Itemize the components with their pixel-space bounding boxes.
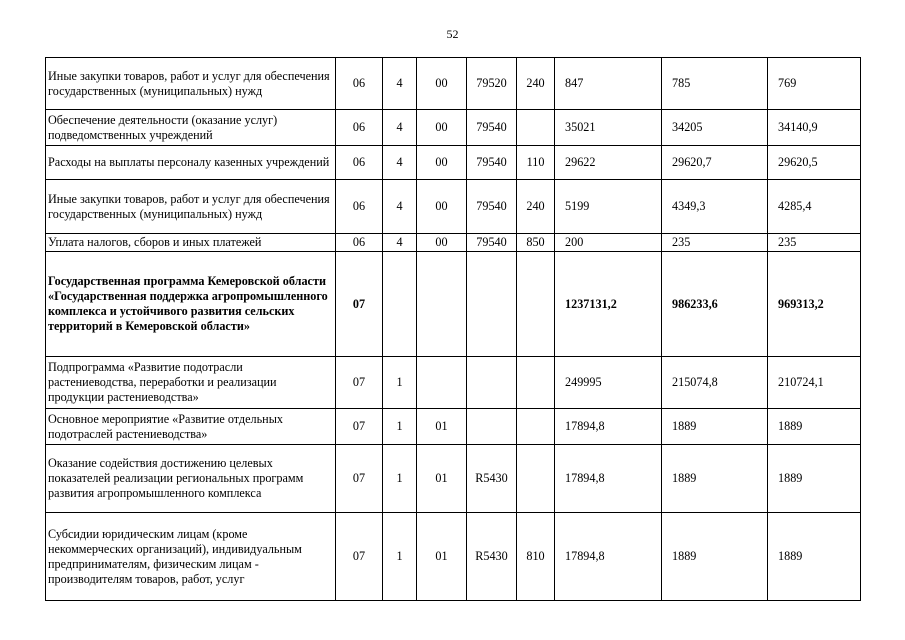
table-row bbox=[46, 146, 861, 180]
cell-value-1: 847 bbox=[555, 58, 662, 110]
cell-direction: R5430 bbox=[467, 445, 517, 513]
cell-value-3: 1889 bbox=[768, 513, 861, 601]
cell-direction: 79540 bbox=[467, 110, 517, 146]
cell-value-1: 17894,8 bbox=[555, 409, 662, 445]
cell-section: 06 bbox=[336, 146, 383, 180]
row-name: Обеспечение деятельности (оказание услуг) подведомственных учреждений bbox=[46, 110, 336, 146]
cell-section: 06 bbox=[336, 234, 383, 252]
cell-activity: 01 bbox=[417, 445, 467, 513]
table-row bbox=[46, 409, 861, 445]
cell-section: 07 bbox=[336, 409, 383, 445]
page-number: 52 bbox=[446, 27, 459, 41]
cell-subprogram: 1 bbox=[383, 445, 417, 513]
cell-value-1: 1237131,2 bbox=[555, 252, 662, 357]
cell-section: 07 bbox=[336, 513, 383, 601]
cell-value-1: 35021 bbox=[555, 110, 662, 146]
cell-expense-type: 240 bbox=[517, 180, 555, 234]
cell-direction bbox=[467, 357, 517, 409]
cell-expense-type: 850 bbox=[517, 234, 555, 252]
cell-value-2: 986233,6 bbox=[662, 252, 768, 357]
cell-subprogram: 4 bbox=[383, 146, 417, 180]
cell-section: 06 bbox=[336, 180, 383, 234]
cell-activity: 00 bbox=[417, 110, 467, 146]
table-row bbox=[46, 234, 861, 252]
cell-value-3: 235 bbox=[768, 234, 861, 252]
cell-subprogram: 1 bbox=[383, 513, 417, 601]
row-name: Иные закупки товаров, работ и услуг для обеспечения государственных (муниципальных) нужд bbox=[46, 58, 336, 110]
cell-value-3: 969313,2 bbox=[768, 252, 861, 357]
cell-value-1: 29622 bbox=[555, 146, 662, 180]
cell-section: 06 bbox=[336, 110, 383, 146]
cell-direction: R5430 bbox=[467, 513, 517, 601]
cell-section: 07 bbox=[336, 445, 383, 513]
cell-expense-type bbox=[517, 252, 555, 357]
cell-activity: 01 bbox=[417, 409, 467, 445]
cell-expense-type bbox=[517, 110, 555, 146]
cell-value-2: 1889 bbox=[662, 445, 768, 513]
row-name: Государственная программа Кемеровской области «Государственная поддержка агропромышленного комплекса и устойчивого развития сельских территорий в Кемеровской области» bbox=[46, 252, 336, 357]
cell-direction: 79540 bbox=[467, 234, 517, 252]
row-name: Субсидии юридическим лицам (кроме некоммерческих организаций), индивидуальным предпринимателям, физическим лицам - производителям товаров, работ, услуг bbox=[46, 513, 336, 601]
cell-direction bbox=[467, 252, 517, 357]
cell-direction: 79540 bbox=[467, 180, 517, 234]
cell-subprogram: 1 bbox=[383, 409, 417, 445]
cell-activity: 00 bbox=[417, 234, 467, 252]
cell-direction: 79540 bbox=[467, 146, 517, 180]
row-name: Оказание содействия достижению целевых показателей реализации региональных программ развития агропромышленного комплекса bbox=[46, 445, 336, 513]
budget-table bbox=[45, 57, 861, 601]
cell-subprogram: 4 bbox=[383, 234, 417, 252]
cell-expense-type bbox=[517, 445, 555, 513]
table-row bbox=[46, 58, 861, 110]
row-name: Расходы на выплаты персоналу казенных учреждений bbox=[46, 146, 336, 180]
table-row bbox=[46, 110, 861, 146]
cell-value-2: 29620,7 bbox=[662, 146, 768, 180]
cell-value-1: 17894,8 bbox=[555, 513, 662, 601]
cell-expense-type: 110 bbox=[517, 146, 555, 180]
table-row bbox=[46, 357, 861, 409]
cell-activity: 00 bbox=[417, 180, 467, 234]
cell-activity: 01 bbox=[417, 513, 467, 601]
cell-value-1: 5199 bbox=[555, 180, 662, 234]
row-name: Иные закупки товаров, работ и услуг для обеспечения государственных (муниципальных) нужд bbox=[46, 180, 336, 234]
cell-section: 06 bbox=[336, 58, 383, 110]
cell-value-2: 34205 bbox=[662, 110, 768, 146]
cell-activity: 00 bbox=[417, 58, 467, 110]
row-name: Основное мероприятие «Развитие отдельных подотраслей растениеводства» bbox=[46, 409, 336, 445]
cell-value-1: 200 bbox=[555, 234, 662, 252]
cell-direction: 79520 bbox=[467, 58, 517, 110]
cell-subprogram: 4 bbox=[383, 180, 417, 234]
cell-direction bbox=[467, 409, 517, 445]
cell-activity bbox=[417, 252, 467, 357]
row-name: Уплата налогов, сборов и иных платежей bbox=[46, 234, 336, 252]
cell-value-3: 34140,9 bbox=[768, 110, 861, 146]
cell-subprogram bbox=[383, 252, 417, 357]
cell-value-2: 1889 bbox=[662, 409, 768, 445]
cell-section: 07 bbox=[336, 252, 383, 357]
cell-value-3: 29620,5 bbox=[768, 146, 861, 180]
table-row bbox=[46, 252, 861, 357]
cell-section: 07 bbox=[336, 357, 383, 409]
table-row bbox=[46, 180, 861, 234]
cell-subprogram: 4 bbox=[383, 110, 417, 146]
cell-expense-type bbox=[517, 409, 555, 445]
cell-value-3: 4285,4 bbox=[768, 180, 861, 234]
cell-expense-type: 240 bbox=[517, 58, 555, 110]
cell-expense-type bbox=[517, 357, 555, 409]
cell-subprogram: 1 bbox=[383, 357, 417, 409]
cell-value-3: 210724,1 bbox=[768, 357, 861, 409]
table-row bbox=[46, 513, 861, 601]
cell-value-2: 785 bbox=[662, 58, 768, 110]
cell-value-2: 4349,3 bbox=[662, 180, 768, 234]
row-name: Подпрограмма «Развитие подотрасли растениеводства, переработки и реализации продукции растениеводства» bbox=[46, 357, 336, 409]
cell-expense-type: 810 bbox=[517, 513, 555, 601]
cell-value-2: 235 bbox=[662, 234, 768, 252]
cell-subprogram: 4 bbox=[383, 58, 417, 110]
cell-value-2: 1889 bbox=[662, 513, 768, 601]
cell-value-3: 1889 bbox=[768, 445, 861, 513]
cell-value-3: 769 bbox=[768, 58, 861, 110]
table-row bbox=[46, 445, 861, 513]
cell-value-2: 215074,8 bbox=[662, 357, 768, 409]
cell-value-1: 249995 bbox=[555, 357, 662, 409]
cell-activity bbox=[417, 357, 467, 409]
cell-value-3: 1889 bbox=[768, 409, 861, 445]
cell-activity: 00 bbox=[417, 146, 467, 180]
cell-value-1: 17894,8 bbox=[555, 445, 662, 513]
